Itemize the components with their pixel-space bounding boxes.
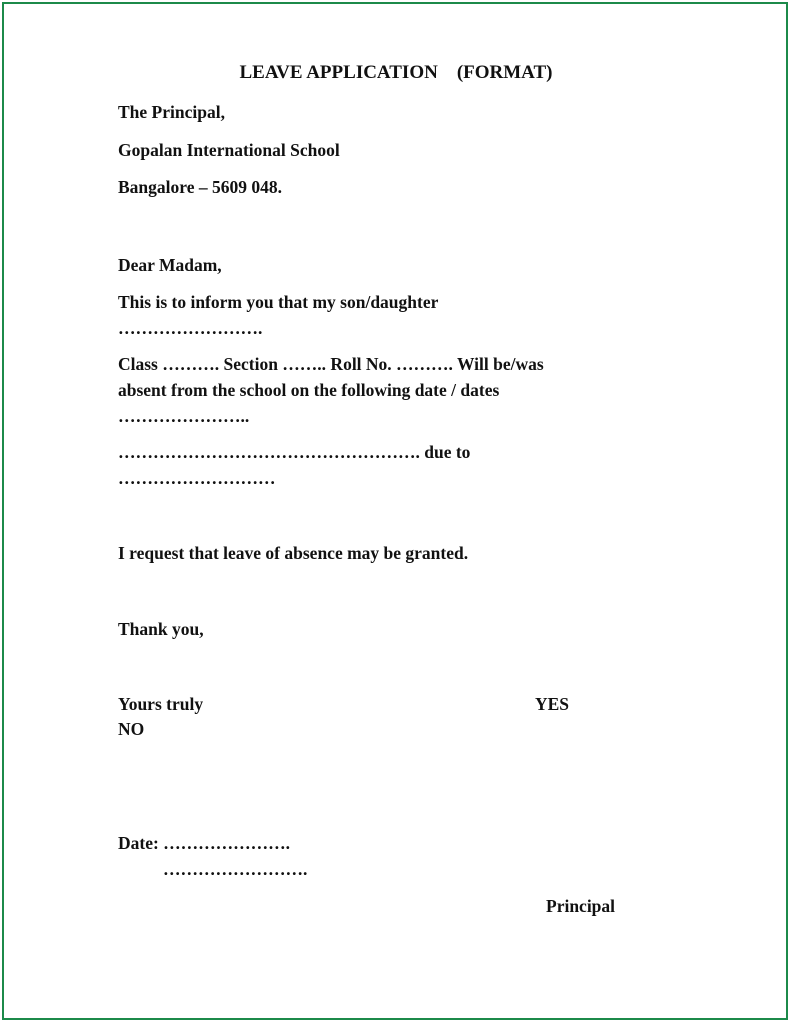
signature-dots: ……………………. xyxy=(163,859,308,879)
document-title xyxy=(0,60,792,86)
no-label: NO xyxy=(118,719,145,739)
body-line-5: ………………….. xyxy=(118,406,250,426)
body-line-6: ……………………………………………. due to xyxy=(118,442,471,462)
request-line: I request that leave of absence may be granted. xyxy=(118,543,469,563)
date-line: Date: …………………. xyxy=(118,833,291,853)
body-line-3: Class ………. Section …….. Roll No. ………. Will be/was xyxy=(118,354,544,374)
body-line-7: ……………………… xyxy=(118,468,276,488)
yours-truly: Yours truly xyxy=(118,694,204,714)
address-line-2: Gopalan International School xyxy=(118,140,340,160)
title-main: LEAVE APPLICATION xyxy=(239,62,438,83)
address-line-1: The Principal, xyxy=(118,102,225,122)
title-format: (FORMAT) xyxy=(456,62,553,83)
principal-label: Principal xyxy=(546,896,616,916)
yes-label: YES xyxy=(535,694,570,714)
body-line-1: This is to inform you that my son/daughter xyxy=(118,292,439,312)
body-line-4: absent from the school on the following date / dates xyxy=(118,380,500,400)
body-line-2: ……………………. xyxy=(118,318,263,338)
closing-line: Thank you, xyxy=(118,619,204,639)
salutation: Dear Madam, xyxy=(118,255,222,275)
address-line-3: Bangalore – 5609 048. xyxy=(118,177,282,197)
